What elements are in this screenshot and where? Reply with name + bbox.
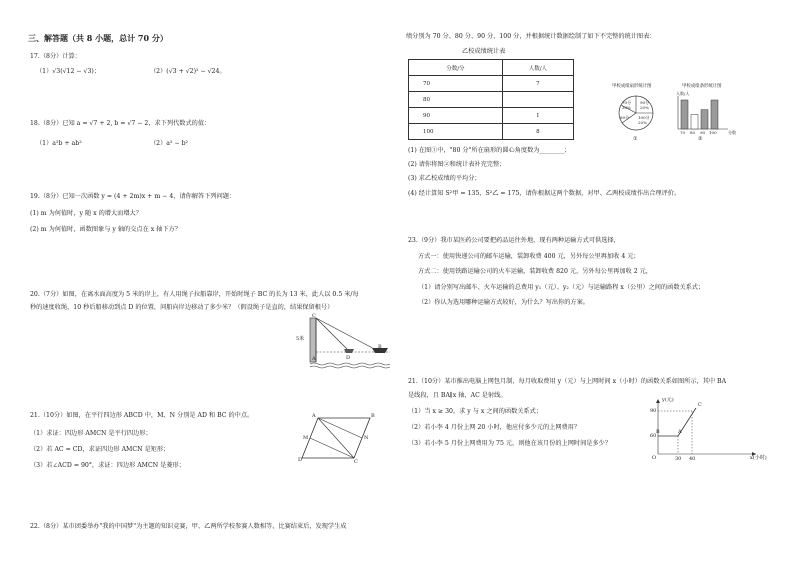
- q23-stem: 23.（9分）我市某医药公司要把药品运往外地，现有两种运输方式可供选择，: [408, 237, 620, 244]
- bar-tick-label: 100: [709, 130, 717, 135]
- q20-label-b: B: [378, 344, 382, 350]
- bar-70: [681, 100, 688, 129]
- bar-chart-title: 甲校成绩条形统计图: [682, 84, 722, 89]
- graph-y90: 90: [650, 408, 657, 414]
- q21-stem: 21.（10分）如图，在平行四边形 ABCD 中，M、N 分别是 AD 和 BC 的中点。: [30, 412, 254, 419]
- graph-label-c: C: [698, 402, 702, 408]
- q22-sub2: (2) 请你将图②和统计表补充完整；: [408, 161, 506, 168]
- graph-label-b: B: [656, 429, 660, 435]
- q17-stem: 17.（8分）计算：: [30, 53, 81, 60]
- q19-stem: 19.（8分）已知一次函数 y = (4 + 2m)x + m − 4，请你解答下列问题：: [30, 193, 236, 200]
- q23-method2: 方式二：使用铁路运输公司的火车运输，装卸收费 820 元，另外每公里再加收 2 元，: [418, 268, 652, 275]
- function-graph: [648, 396, 758, 458]
- bar-tick-label: 70: [680, 130, 686, 135]
- q21-label-m: M: [303, 435, 309, 441]
- q18-part2: （2）a² − b²: [150, 140, 189, 147]
- q17-part2: （2）(√3 + √2)² − √24。: [150, 68, 226, 75]
- q19-part2: (2) m 为何值时，函数图象与 y 轴的交点在 x 轴下方？: [30, 226, 181, 233]
- q21-part3: （3）若∠ACD = 90°，求证：四边形 AMCN 是菱形；: [30, 462, 185, 469]
- table-row: [409, 124, 574, 140]
- pie-label: 80分: [620, 115, 630, 120]
- q24-part1: （1）当 x ≥ 30，求 y 与 x 之间的函数关系式；: [408, 408, 543, 415]
- pie-label: 20%: [640, 105, 649, 110]
- q17-part1: （1）√3(√12 − √3)；: [36, 68, 101, 75]
- bar-tick-label: 90: [700, 130, 706, 135]
- q20-line2: 秒的速度收绳，10 秒后船移动到点 D 的位置，问船向岸边移动了多少米？（假设绳子是直的，结果保留根号）: [30, 304, 334, 311]
- graph-y60: 60: [650, 433, 657, 439]
- table-cell: 7: [502, 76, 573, 92]
- table-header-cell: 人数/人: [502, 60, 573, 76]
- pie-chart: [616, 93, 656, 133]
- q24-part3: （3）若小李 5 月份上网费用为 75 元，则他在该月份的上网时间是多少？: [408, 440, 612, 447]
- q24-part2: （2）若小李 4 月份上网 20 小时，他应付多少元的上网费用？: [408, 424, 581, 431]
- q23-part1: （1）请分别写出邮车、火车运输的总费用 y₁（元）、y₂（元）与运输路程 x（公里）之间的函数关系式；: [418, 284, 705, 291]
- bar-chart: [672, 94, 732, 134]
- bar-80: [691, 115, 698, 130]
- table-row: [409, 92, 574, 108]
- table-row: [409, 60, 574, 76]
- figure-1-mark: ①: [633, 136, 638, 142]
- table-cell: 70: [409, 76, 503, 92]
- q21-label-c: C: [354, 459, 358, 465]
- q20-label-height: 5米: [296, 336, 305, 342]
- q21-label-n: N: [364, 435, 369, 441]
- pie-title: 甲校成绩扇形统计图: [612, 84, 652, 89]
- table-cell: 8: [502, 124, 573, 140]
- q20-label-d: D: [346, 355, 351, 361]
- q20-label-a: A: [312, 356, 316, 362]
- q22-sub1: (1) 在图①中，"80 分"所在扇形的圆心角度数为________；: [408, 147, 571, 154]
- q18-part1: （1）a²b + ab²: [36, 140, 82, 147]
- q24-line2: 是线段，且 BA∥x 轴，AC 是射线。: [408, 392, 507, 399]
- table-row: [409, 108, 574, 124]
- q21-label-d: D: [298, 457, 303, 463]
- table-row: [409, 76, 574, 92]
- pie-label: 100分: [638, 115, 650, 120]
- pie-label: 20%: [638, 120, 647, 125]
- section-title: 三、解答题（共 8 小题，总计 70 分）: [28, 33, 168, 43]
- q20-line1: 20.（7分）如图，在离水面高度为 5 米的岸上，有人用绳子拉船靠岸，开始时绳子 BC 的长为 13 米，此人以 0.5 米/每: [30, 291, 359, 298]
- q21-part2: （2）若 AC = CD，求证四边形 AMCN 是矩形；: [30, 446, 170, 453]
- table-cell: 100: [409, 124, 503, 140]
- graph-origin: O: [652, 455, 657, 461]
- figure-2-mark: ②: [698, 136, 703, 142]
- q22-line2: 绩分别为 70 分、80 分、90 分、100 分，并根据统计数据绘制了如下不完整的统计图表：: [406, 33, 656, 40]
- q21-label-b: B: [371, 413, 375, 419]
- graph-y-axis-label: y(元): [662, 397, 674, 403]
- bar-100: [711, 100, 718, 129]
- q22-sub3: (3) 求乙校成绩的平均分；: [408, 175, 481, 182]
- bar-chart-xlabel: 分数: [728, 130, 736, 135]
- q23-method1: 方式一：使用快递公司的邮车运输，装卸收费 400 元，另外每公里再加收 4 元；: [418, 253, 640, 260]
- q21-label-a: A: [312, 413, 316, 419]
- bar-90: [701, 110, 708, 129]
- graph-label-a: A: [678, 429, 682, 435]
- bar-chart-ylabel: 人数/人: [676, 91, 690, 96]
- q22-sub4: (4) 经计算知 S²甲 = 135，S²乙 = 175，请你根据这两个数据，对甲、乙两校成绩作出合理评价。: [408, 190, 681, 197]
- q21-part1: （1）求证：四边形 AMCN 是平行四边形；: [30, 430, 152, 437]
- q22-line1: 22.（8分）某市团委举办"我的中国梦"为主题的知识竞赛，甲、乙两所学校参赛人数相等，比赛结束后，发现学生成: [30, 523, 347, 530]
- bar-tick-label: 80: [690, 130, 696, 135]
- q20-label-c: C: [312, 313, 316, 319]
- q19-part1: (1) m 为何值时，y 随 x 的增大而增大？: [30, 210, 142, 217]
- table-cell: 90: [409, 108, 503, 124]
- table-title: 乙校成绩统计表: [462, 48, 506, 55]
- q23-part2: （2）你认为选用哪种运输方式较好，为什么？写出你的方案。: [418, 299, 589, 306]
- q24-line1: 21.（10分）某市推出电脑上网包月制，每月收取费用 y（元）与上网时间 x（小时）的函数关系如图所示，其中 BA: [408, 378, 727, 385]
- score-table: [408, 59, 574, 140]
- table-cell: 1: [502, 108, 573, 124]
- table-cell: 80: [409, 92, 503, 108]
- q18-stem: 18.（8分）已知 a = √7 + 2, b = √7 − 2，求下列代数式的值：: [30, 120, 211, 127]
- graph-x30: 30: [675, 456, 682, 462]
- graph-x-axis-label: x(小时): [750, 455, 767, 461]
- pie-label: 90分: [640, 100, 650, 105]
- graph-x40: 40: [689, 456, 696, 462]
- pie-label: 30%: [622, 105, 631, 110]
- pie-label: 70分: [622, 100, 632, 105]
- table-header-cell: 分数/分: [409, 60, 503, 76]
- table-cell: [502, 92, 573, 108]
